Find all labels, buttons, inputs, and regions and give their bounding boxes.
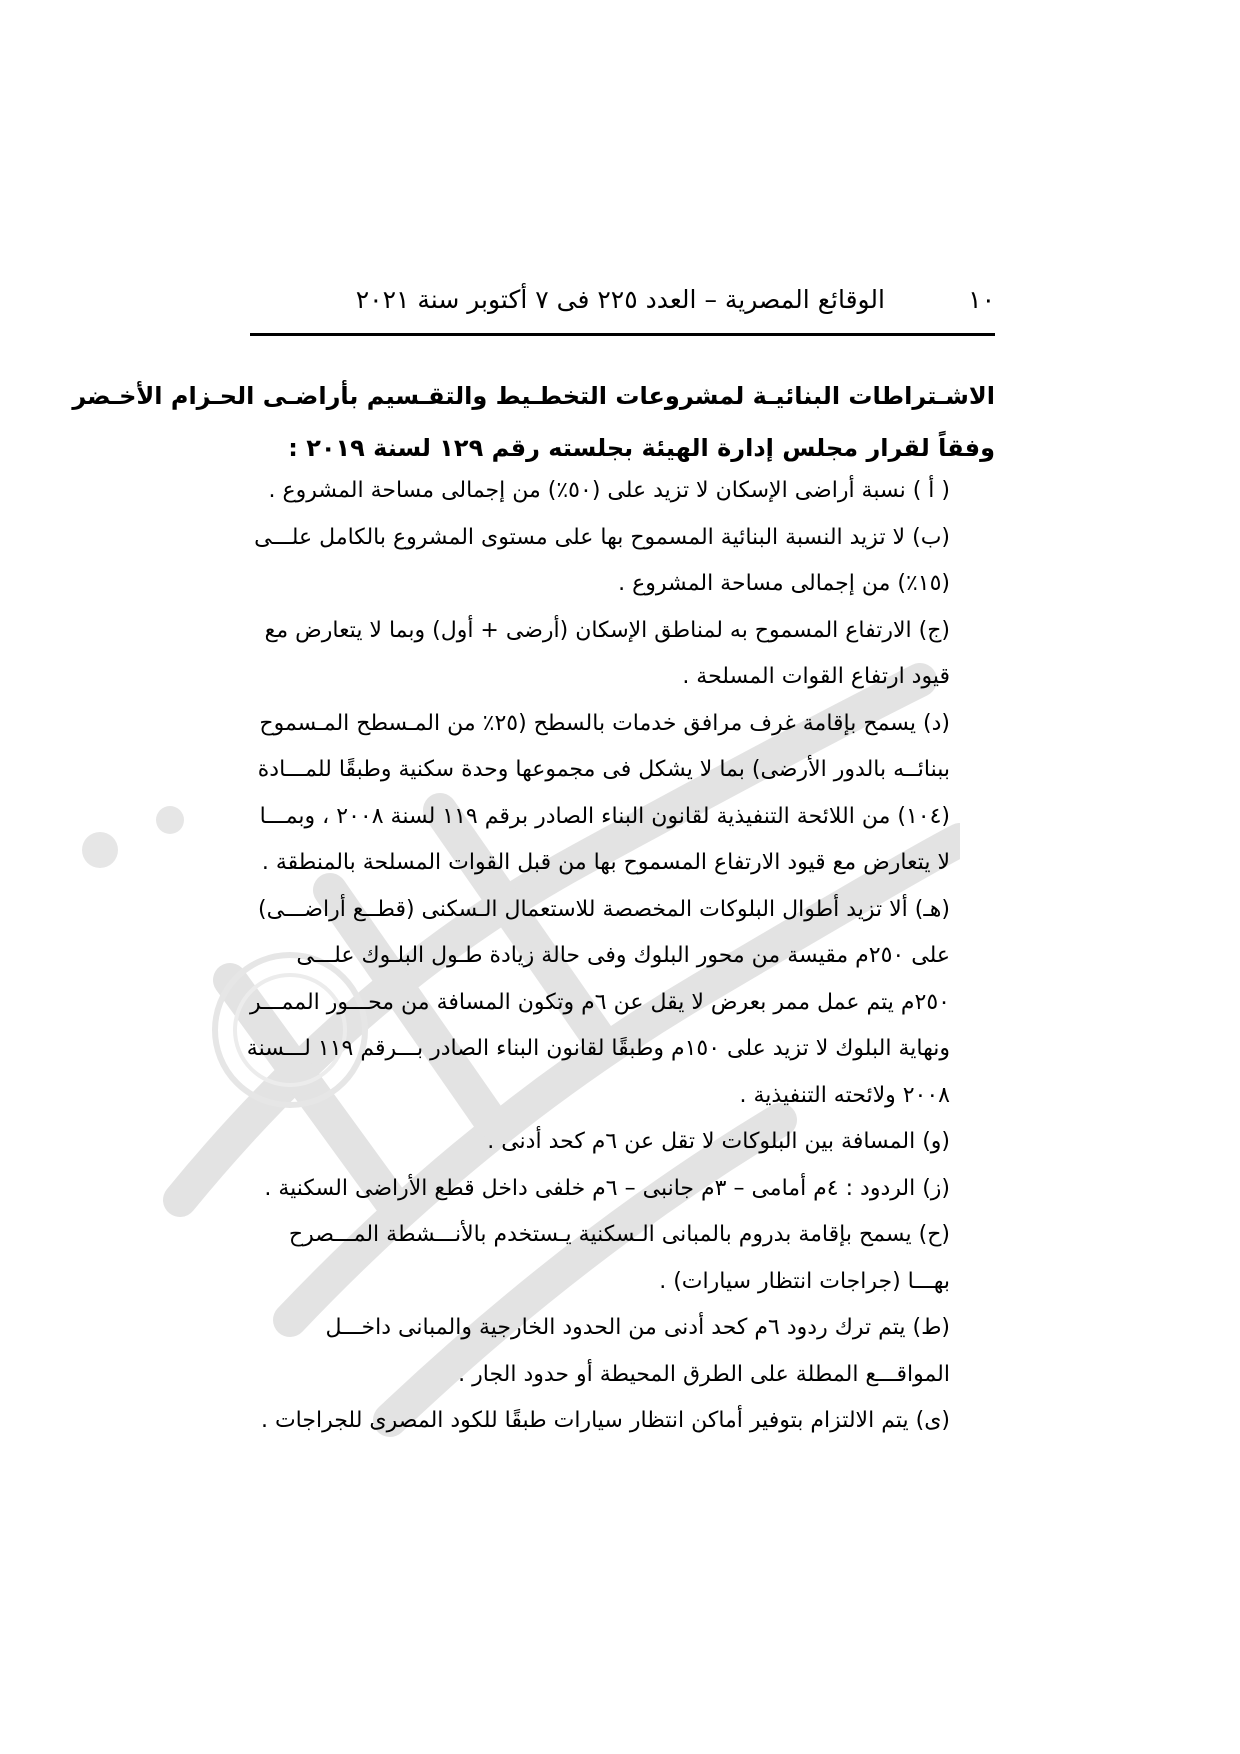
list-item [245, 1398, 950, 1445]
heading-line-1: الاشـتراطات البنائيـة لمشروعات التخطـيط والتقـسيم بأراضـى الحـزام الأخـضر [72, 382, 995, 410]
item-text: الارتفاع المسموح به لمناطق الإسكان (أرضى + أول) وبما لا يتعارض مع قيود ارتفاع القوات المسلحة . [264, 617, 950, 689]
list-item [245, 1166, 950, 1213]
item-text: لا تزيد النسبة البنائية المسموح بها على مستوى المشروع بالكامل علـــى (١٥٪) من إجمالى مساحة المشروع . [254, 524, 950, 596]
item-marker: (ز) [922, 1175, 950, 1201]
list-item [245, 1305, 950, 1398]
conditions-list [245, 468, 950, 1445]
item-text: المسافة بين البلوكات لا تقل عن ٦م كحد أدنى . [487, 1129, 916, 1154]
list-item [245, 1212, 950, 1305]
item-marker: (ب) [912, 524, 950, 550]
item-marker: (ح) [918, 1222, 950, 1247]
item-marker: (ى) [915, 1408, 950, 1433]
list-item [245, 701, 950, 887]
list-item [245, 608, 950, 701]
header-rule [250, 333, 995, 336]
item-text: ألا تزيد أطوال البلوكات المخصصة للاستعمال الـسكنى (قطــع أراضـــى) على ٢٥٠م مقيسة من محور البلوك وفى حالة زيادة طـول البلـوك علـــى ٢٥٠م يتم عمل ممر بعرض لا يقل عن ٦م وتكون المسافة من محـــور الممـــر ونهاية البلوك لا تزيد على ١٥٠م وطبقًا لقانون البناء الصادر بـــرقم ١١٩ لـــسنة ٢٠٠٨ ولائحته التنفيذية . [246, 896, 950, 1108]
item-marker: ( أ ) [912, 478, 950, 503]
item-marker: (ط) [912, 1315, 950, 1340]
item-marker: (هـ) [914, 896, 950, 922]
list-item [245, 887, 950, 1120]
item-marker: (و) [922, 1129, 950, 1154]
item-text: يتم ترك ردود ٦م كحد أدنى من الحدود الخارجية والمبانى داخـــل المواقـــع المطلة على الطرق المحيطة أو حدود الجار . [325, 1315, 950, 1387]
section-heading [72, 370, 995, 474]
item-marker: (ج) [918, 617, 950, 643]
item-text: يسمح بإقامة غرف مرافق خدمات بالسطح (٢٥٪ من المـسطح المـسموح ببنائــه بالدور الأرضى) بما لا يشكل فى مجموعها وحدة سكنية وطبقًا للمـــادة (١٠٤) من اللائحة التنفيذية لقانون البناء الصادر برقم ١١٩ لسنة ٢٠٠٨ ، وبمـــا لا يتعارض مع قيود الارتفاع المسموح بها من قبل القوات المسلحة بالمنطقة . [257, 710, 950, 875]
gazette-title: الوقائع المصرية – العدد ٢٢٥ فى ٧ أكتوبر سنة ٢٠٢١ [355, 285, 885, 314]
list-item [245, 515, 950, 608]
item-text: يتم الالتزام بتوفير أماكن انتظار سيارات طبقًا للكود المصرى للجراجات . [260, 1408, 909, 1433]
list-item [245, 468, 950, 515]
list-item [245, 1119, 950, 1166]
item-text: الردود : ٤م أمامى – ٣م جانبى – ٦م خلفى داخل قطع الأراضى السكنية . [264, 1175, 916, 1201]
item-text: نسبة أراضى الإسكان لا تزيد على (٥٠٪) من إجمالى مساحة المشروع . [268, 478, 906, 503]
item-marker: (د) [923, 710, 950, 736]
page-number: ١٠ [968, 285, 995, 314]
heading-line-2: وفقاً لقرار مجلس إدارة الهيئة بجلسته رقم ١٢٩ لسنة ٢٠١٩ : [288, 434, 995, 462]
item-text: يسمح بإقامة بدروم بالمبانى الـسكنية يـستخدم بالأنـــشطة المـــصرح بهـــا (جراجات انتظار سيارات) . [288, 1222, 950, 1294]
page-header [250, 285, 995, 325]
